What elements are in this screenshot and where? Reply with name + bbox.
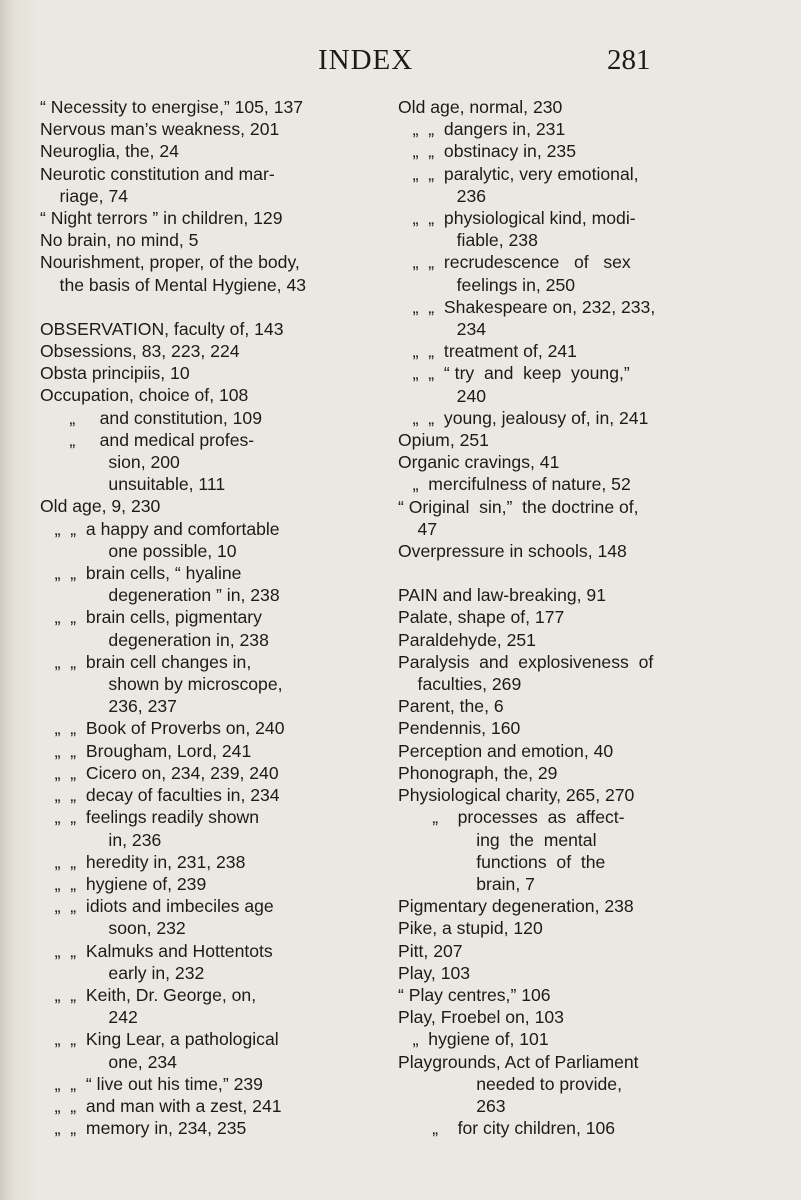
index-entry-line: one, 234 xyxy=(40,1051,177,1072)
index-entry-line: Phonograph, the, 29 xyxy=(398,762,558,783)
index-entry-line: shown by microscope, xyxy=(40,674,283,695)
index-entry xyxy=(398,296,770,340)
index-entry-line: „ and constitution, 109 xyxy=(40,407,263,428)
index-entry-line: soon, 232 xyxy=(40,918,186,939)
index-entry-line: Nourishment, proper, of the body, xyxy=(40,252,300,273)
index-entry-line: riage, 74 xyxy=(40,185,129,206)
index-entry xyxy=(40,251,358,295)
index-entry-line: „ „ and man with a zest, 241 xyxy=(40,1095,282,1116)
index-entry-line: in, 236 xyxy=(40,829,162,850)
index-entry xyxy=(40,473,358,495)
index-entry xyxy=(398,962,770,984)
index-entry-line: Play, Froebel on, 103 xyxy=(398,1007,564,1028)
index-entry-line: „ „ brain cell changes in, xyxy=(40,651,252,672)
index-entry xyxy=(398,407,770,429)
index-entry-line: Perception and emotion, 40 xyxy=(398,740,614,761)
index-entry xyxy=(398,895,770,917)
index-entry-line: Organic cravings, 41 xyxy=(398,452,560,473)
index-entry-line: Nervous man’s weakness, 201 xyxy=(40,119,280,140)
index-entry-line: Palate, shape of, 177 xyxy=(398,607,565,628)
index-entry xyxy=(398,606,770,628)
index-entry-line: early in, 232 xyxy=(40,962,205,983)
index-entry-line: faculties, 269 xyxy=(398,674,522,695)
index-entry-line: Pike, a stupid, 120 xyxy=(398,918,543,939)
index-entry-line: OBSERVATION, faculty of, 143 xyxy=(40,318,284,339)
index-entry-line: „ „ Shakespeare on, 232, 233, xyxy=(398,296,656,317)
index-entry xyxy=(40,318,358,340)
index-entry-line: „ „ Brougham, Lord, 241 xyxy=(40,740,252,761)
index-entry-line: “ Original sin,” the doctrine of, xyxy=(398,496,639,517)
index-entry xyxy=(40,384,358,406)
index-entry xyxy=(40,651,358,718)
index-entry-line: „ „ “ try and keep young,” xyxy=(398,363,630,384)
index-entry xyxy=(398,429,770,451)
index-entry-line: one possible, 10 xyxy=(40,540,237,561)
index-entry-line: Obsta principiis, 10 xyxy=(40,363,190,384)
index-entry xyxy=(398,96,770,118)
index-entry-line: Paraldehyde, 251 xyxy=(398,629,536,650)
index-entry-line: sion, 200 xyxy=(40,452,180,473)
page-title: INDEX xyxy=(318,44,414,76)
index-entry-line: functions of the xyxy=(398,851,606,872)
index-entry xyxy=(398,163,770,207)
index-entry xyxy=(398,651,770,695)
index-entry-line: the basis of Mental Hygiene, 43 xyxy=(40,274,307,295)
index-entry xyxy=(398,1117,770,1139)
index-entry xyxy=(40,1117,358,1139)
running-head xyxy=(0,44,801,84)
index-entry-line: „ „ decay of faculties in, 234 xyxy=(40,785,280,806)
index-entry xyxy=(398,1028,770,1050)
index-entry xyxy=(40,407,358,429)
index-entry xyxy=(40,784,358,806)
index-entry xyxy=(398,740,770,762)
index-entry-line: 236 xyxy=(398,185,487,206)
index-entry xyxy=(398,629,770,651)
index-entry-line: No brain, no mind, 5 xyxy=(40,230,199,251)
index-entry-line: Old age, 9, 230 xyxy=(40,496,161,517)
index-entry xyxy=(398,762,770,784)
index-entry xyxy=(40,429,358,473)
index-entry xyxy=(40,518,358,562)
index-entry-line: „ „ physiological kind, modi- xyxy=(398,208,636,229)
index-entry xyxy=(40,495,358,517)
index-entry-line: „ „ a happy and comfortable xyxy=(40,518,280,539)
index-entry-line: 263 xyxy=(398,1095,506,1116)
index-entry xyxy=(40,895,358,939)
index-entry-line: „ mercifulness of nature, 52 xyxy=(398,474,631,495)
index-entry-line: Parent, the, 6 xyxy=(398,696,504,717)
index-entry xyxy=(40,717,358,739)
index-entry xyxy=(40,1073,358,1095)
index-entry-line: 47 xyxy=(398,518,438,539)
index-entry-line: feelings in, 250 xyxy=(398,274,576,295)
index-entry xyxy=(398,340,770,362)
index-entry xyxy=(40,851,358,873)
index-entry-line: „ „ brain cells, “ hyaline xyxy=(40,563,242,584)
index-entry xyxy=(40,118,358,140)
index-entry-line: „ for city children, 106 xyxy=(398,1118,616,1139)
page-number: 281 xyxy=(607,44,651,76)
index-entry xyxy=(40,940,358,984)
index-entry-line: „ „ Cicero on, 234, 239, 240 xyxy=(40,762,279,783)
index-entry-line: „ „ idiots and imbeciles age xyxy=(40,896,274,917)
index-entry-line: Occupation, choice of, 108 xyxy=(40,385,249,406)
index-entry xyxy=(398,784,770,806)
index-entry xyxy=(398,1051,770,1118)
index-entry xyxy=(398,118,770,140)
index-entry-line: degeneration ” in, 238 xyxy=(40,585,280,606)
index-entry-line: „ „ young, jealousy of, in, 241 xyxy=(398,407,649,428)
index-entry xyxy=(398,140,770,162)
index-entry-line: “ Play centres,” 106 xyxy=(398,984,551,1005)
index-entry-line: unsuitable, 111 xyxy=(40,474,226,495)
index-entry-line: „ „ obstinacy in, 235 xyxy=(398,141,576,162)
index-entry-line: Pitt, 207 xyxy=(398,940,463,961)
index-entry xyxy=(40,873,358,895)
index-entry-line: Old age, normal, 230 xyxy=(398,97,563,117)
index-entry-line: 234 xyxy=(398,319,487,340)
index-entry xyxy=(40,207,358,229)
index-entry xyxy=(40,340,358,362)
index-entry-line: ing the mental xyxy=(398,829,597,850)
index-entry xyxy=(398,451,770,473)
index-entry-line: „ „ recrudescence of sex xyxy=(398,252,631,273)
index-entry-line: „ „ memory in, 234, 235 xyxy=(40,1118,247,1139)
index-entry-line: fiable, 238 xyxy=(398,230,538,251)
index-entry-line: Pendennis, 160 xyxy=(398,718,521,739)
index-entry-line: needed to provide, xyxy=(398,1073,622,1094)
index-entry-line: Obsessions, 83, 223, 224 xyxy=(40,341,240,362)
index-entry-line: „ and medical profes- xyxy=(40,429,255,450)
index-entry xyxy=(40,1095,358,1117)
index-entry-line: „ „ Kalmuks and Hottentots xyxy=(40,940,273,961)
index-entry-line: „ „ feelings readily shown xyxy=(40,807,260,828)
index-entry-line: „ „ hygiene of, 239 xyxy=(40,873,207,894)
index-entry-line: „ „ King Lear, a pathological xyxy=(40,1029,279,1050)
index-entry-line: „ „ “ live out his time,” 239 xyxy=(40,1073,263,1094)
index-entry xyxy=(398,1006,770,1028)
index-column-right xyxy=(398,96,770,1139)
index-entry xyxy=(398,207,770,251)
index-column-left xyxy=(40,96,358,1139)
index-entry-line: „ „ Keith, Dr. George, on, xyxy=(40,984,257,1005)
index-entry-line: Overpressure in schools, 148 xyxy=(398,541,627,562)
index-entry-line: „ „ brain cells, pigmentary xyxy=(40,607,262,628)
index-entry xyxy=(398,806,770,895)
index-entry xyxy=(40,562,358,606)
index-entry-line: 236, 237 xyxy=(40,696,177,717)
index-entry-line: Physiological charity, 265, 270 xyxy=(398,785,635,806)
index-entry xyxy=(398,984,770,1006)
index-entry xyxy=(40,362,358,384)
index-entry xyxy=(40,984,358,1028)
index-entry-line: Play, 103 xyxy=(398,962,471,983)
index-entry xyxy=(398,540,770,562)
index-entry xyxy=(40,762,358,784)
index-entry-line: „ „ paralytic, very emotional, xyxy=(398,163,639,184)
index-entry-line: Neurotic constitution and mar- xyxy=(40,163,275,184)
index-entry-line: Neuroglia, the, 24 xyxy=(40,141,179,162)
index-entry-line: „ „ dangers in, 231 xyxy=(398,119,566,140)
index-entry xyxy=(398,496,770,540)
index-entry-line: Paralysis and explosiveness of xyxy=(398,651,654,672)
index-entry-line: brain, 7 xyxy=(398,873,535,894)
index-entry xyxy=(398,584,770,606)
index-entry xyxy=(40,96,358,118)
index-entry-line: 242 xyxy=(40,1007,138,1028)
index-entry-line: „ processes as affect- xyxy=(398,807,625,828)
index-entry-line: PAIN and law-breaking, 91 xyxy=(398,585,606,606)
index-entry-line: „ „ Book of Proverbs on, 240 xyxy=(40,718,285,739)
index-entry xyxy=(40,606,358,650)
index-entry-line: „ „ treatment of, 241 xyxy=(398,341,577,362)
index-entry-line: Opium, 251 xyxy=(398,430,489,451)
index-entry-line: Pigmentary degeneration, 238 xyxy=(398,896,634,917)
index-entry-line: “ Necessity to energise,” 105, 137 xyxy=(40,97,304,117)
index-entry xyxy=(398,717,770,739)
index-entry xyxy=(398,251,770,295)
index-entry xyxy=(40,806,358,850)
index-entry-line: “ Night terrors ” in children, 129 xyxy=(40,208,283,229)
index-entry xyxy=(40,740,358,762)
index-entry-line: „ „ heredity in, 231, 238 xyxy=(40,851,246,872)
index-entry-line: degeneration in, 238 xyxy=(40,629,269,650)
index-entry xyxy=(398,362,770,406)
index-entry-line: Playgrounds, Act of Parliament xyxy=(398,1051,639,1072)
index-entry xyxy=(40,163,358,207)
index-entry xyxy=(398,917,770,939)
index-entry xyxy=(398,695,770,717)
index-entry xyxy=(398,473,770,495)
index-entry xyxy=(398,940,770,962)
index-entry xyxy=(40,140,358,162)
index-entry xyxy=(40,1028,358,1072)
index-entry-line: 240 xyxy=(398,385,487,406)
index-entry-line: „ hygiene of, 101 xyxy=(398,1029,549,1050)
index-entry xyxy=(40,229,358,251)
